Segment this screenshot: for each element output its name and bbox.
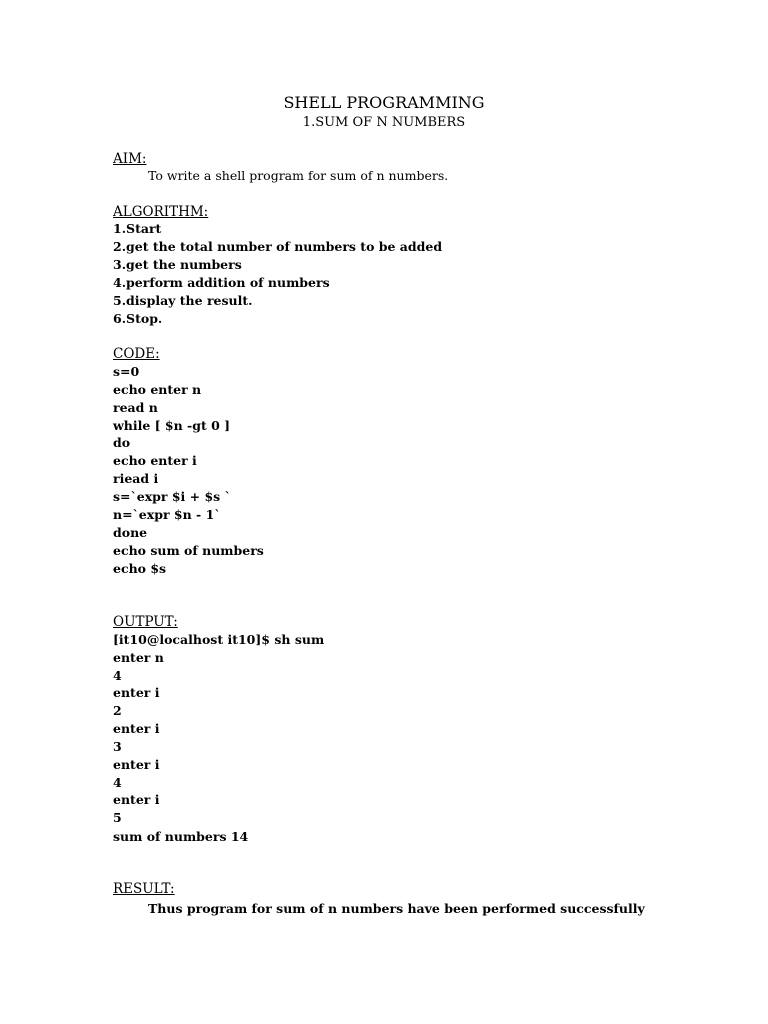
output-line: sum of numbers 14 [113,829,249,844]
output-line: enter i [113,721,160,736]
output-line: 5 [113,810,122,825]
algorithm-step: 4.perform addition of numbers [113,275,330,290]
output-heading: OUTPUT: [113,614,178,630]
result-heading: RESULT: [113,881,175,897]
code-line: echo $s [113,561,167,576]
algorithm-step: 1.Start [113,221,162,236]
page-title [0,93,768,113]
code-line: read n [113,400,158,415]
code-line: n=`expr $n - 1` [113,507,221,522]
algorithm-step: 3.get the numbers [113,257,242,272]
page-title-text: SHELL PROGRAMMING [283,93,485,112]
output-line: 4 [113,668,122,683]
code-line: s=0 [113,364,140,379]
output-line: enter i [113,757,160,772]
aim-heading: AIM: [113,151,147,167]
output-line: 4 [113,775,122,790]
code-line: echo enter n [113,382,202,397]
result-text: Thus program for sum of n numbers have been performed successfully [148,901,645,916]
code-heading: CODE: [113,346,160,362]
output-line: 2 [113,703,122,718]
aim-text: To write a shell program for sum of n numbers. [148,168,449,183]
output-line: enter n [113,650,164,665]
code-line: echo enter i [113,453,197,468]
algorithm-step: 2.get the total number of numbers to be added [113,239,443,254]
code-line: s=`expr $i + $s ` [113,489,231,504]
code-line: while [ $n -gt 0 ] [113,418,231,433]
page-subtitle-text: 1.SUM OF N NUMBERS [302,115,466,130]
code-line: echo sum of numbers [113,543,264,558]
code-line: do [113,435,131,450]
algorithm-step: 6.Stop. [113,311,163,326]
page-subtitle [0,114,768,132]
code-line: riead i [113,471,159,486]
output-line: 3 [113,739,122,754]
algorithm-step: 5.display the result. [113,293,253,308]
algorithm-heading: ALGORITHM: [113,204,209,220]
code-line: done [113,525,148,540]
output-line: [it10@localhost it10]$ sh sum [113,632,325,647]
output-line: enter i [113,685,160,700]
output-line: enter i [113,792,160,807]
